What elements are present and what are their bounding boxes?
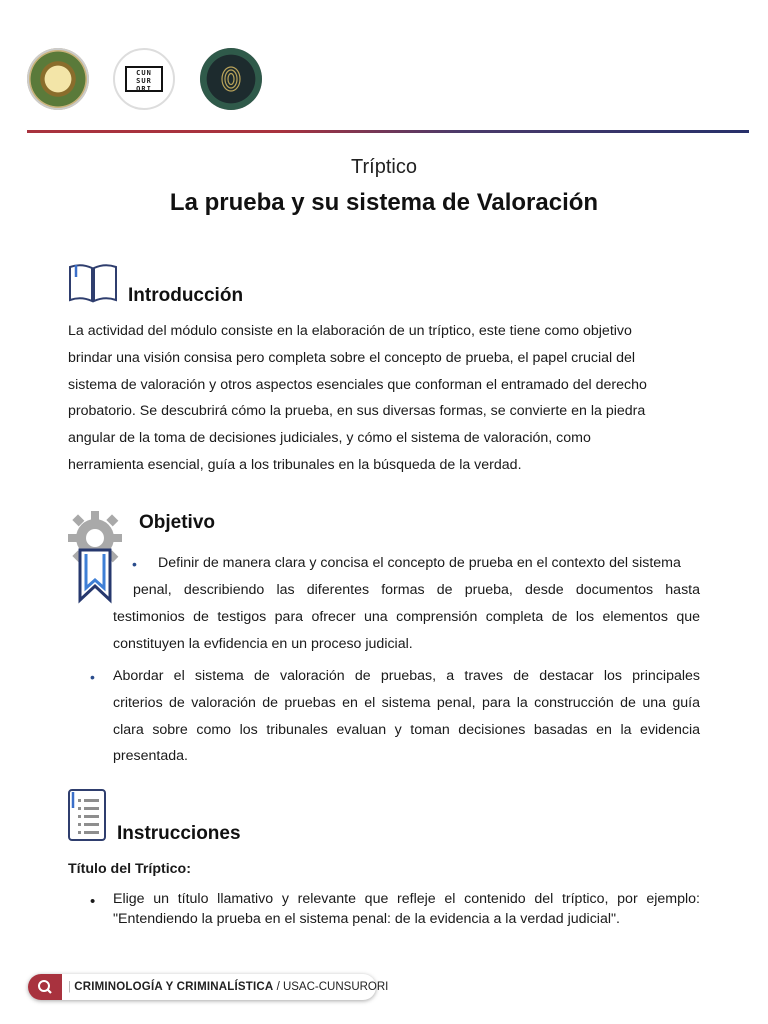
document-title: La prueba y su sistema de Valoración xyxy=(169,189,599,216)
footer-banner xyxy=(28,974,389,1000)
objetivo-line: criterios de valoración de pruebas en el sistema penal, para la construcción de una guía xyxy=(113,694,700,711)
header-divider xyxy=(27,130,749,133)
objetivo-item-1-rest xyxy=(113,604,700,658)
open-book-icon xyxy=(67,261,119,310)
footer-institution: / USAC-CUNSURORI xyxy=(273,981,389,993)
intro-line: probatorio. Se descubrirá cómo la prueba, en sus diversas formas, se convierte en la piedra xyxy=(68,403,646,420)
section-heading-objetivo: Objetivo xyxy=(139,512,216,533)
objetivo-line: clara sobre como los tribunales evaluan y toman decisiones basadas en la evidencia xyxy=(113,721,700,738)
bullet-icon: • xyxy=(90,893,96,910)
document-subtitle: Tríptico xyxy=(351,156,417,178)
objetivo-item-1-first-line xyxy=(158,550,700,577)
objetivo-line: presentada. xyxy=(113,748,188,765)
instrucciones-line: Elige un título llamativo y relevante que refleje el contenido del tríptico, por ejemplo: xyxy=(113,891,700,907)
section-heading-introduccion: Introducción xyxy=(128,285,244,306)
footer-text: | CRIMINOLOGÍA Y CRIMINALÍSTICA / USAC-CUNSURORI xyxy=(68,981,389,993)
objetivo-item-2 xyxy=(113,663,700,770)
objetivo-line: testimonios de testigos para ofrecer una comprensión completa de los elementos que xyxy=(113,609,700,625)
objetivo-line: penal, describiendo las diferentes formas de prueba, desde documentos hasta xyxy=(133,582,700,598)
cunsurori-logo-text: CUN SUR ORI xyxy=(125,66,163,92)
criminologia-seal-icon xyxy=(200,48,262,110)
intro-line: angular de la toma de decisiones judiciales, y cómo el sistema de valoración, como xyxy=(68,430,591,447)
objetivo-line: Definir de manera clara y concisa el concepto de prueba en el contexto del sistema xyxy=(158,555,681,571)
intro-line: sistema de valoración y otros aspectos esenciales que conforman el entramado del derecho xyxy=(68,376,647,393)
intro-line: herramienta esencial, guía a los tribunales en la búsqueda de la verdad. xyxy=(68,456,522,473)
bullet-icon: • xyxy=(132,556,137,572)
footer-program: CRIMINOLOGÍA Y CRIMINALÍSTICA xyxy=(74,981,274,993)
instrucciones-item-1 xyxy=(113,889,700,929)
gear-ribbon-icon xyxy=(66,508,126,609)
bullet-icon: • xyxy=(90,669,95,685)
instrucciones-line: "Entendiendo la prueba en el sistema penal: de la evidencia a la verdad judicial". xyxy=(113,911,620,927)
checklist-icon xyxy=(67,788,109,849)
section-heading-instrucciones: Instrucciones xyxy=(117,823,241,844)
objetivo-line: Abordar el sistema de valoración de pruebas, a traves de destacar los principales xyxy=(113,668,700,684)
intro-line: La actividad del módulo consiste en la elaboración de un tríptico, este tiene como objetivo xyxy=(68,323,632,339)
instrucciones-subheading: Título del Tríptico: xyxy=(68,861,191,877)
cunsurori-logo-icon xyxy=(113,48,175,110)
objetivo-line: constituyen la evfidencia en un proceso judicial. xyxy=(113,635,413,652)
intro-paragraph xyxy=(68,318,708,479)
objetivo-item-1-line-2 xyxy=(133,577,700,604)
search-icon xyxy=(28,974,62,1000)
usac-seal-icon xyxy=(27,48,89,110)
intro-line: brindar una visión consisa pero completa sobre el concepto de prueba, el papel crucial del xyxy=(68,349,636,366)
